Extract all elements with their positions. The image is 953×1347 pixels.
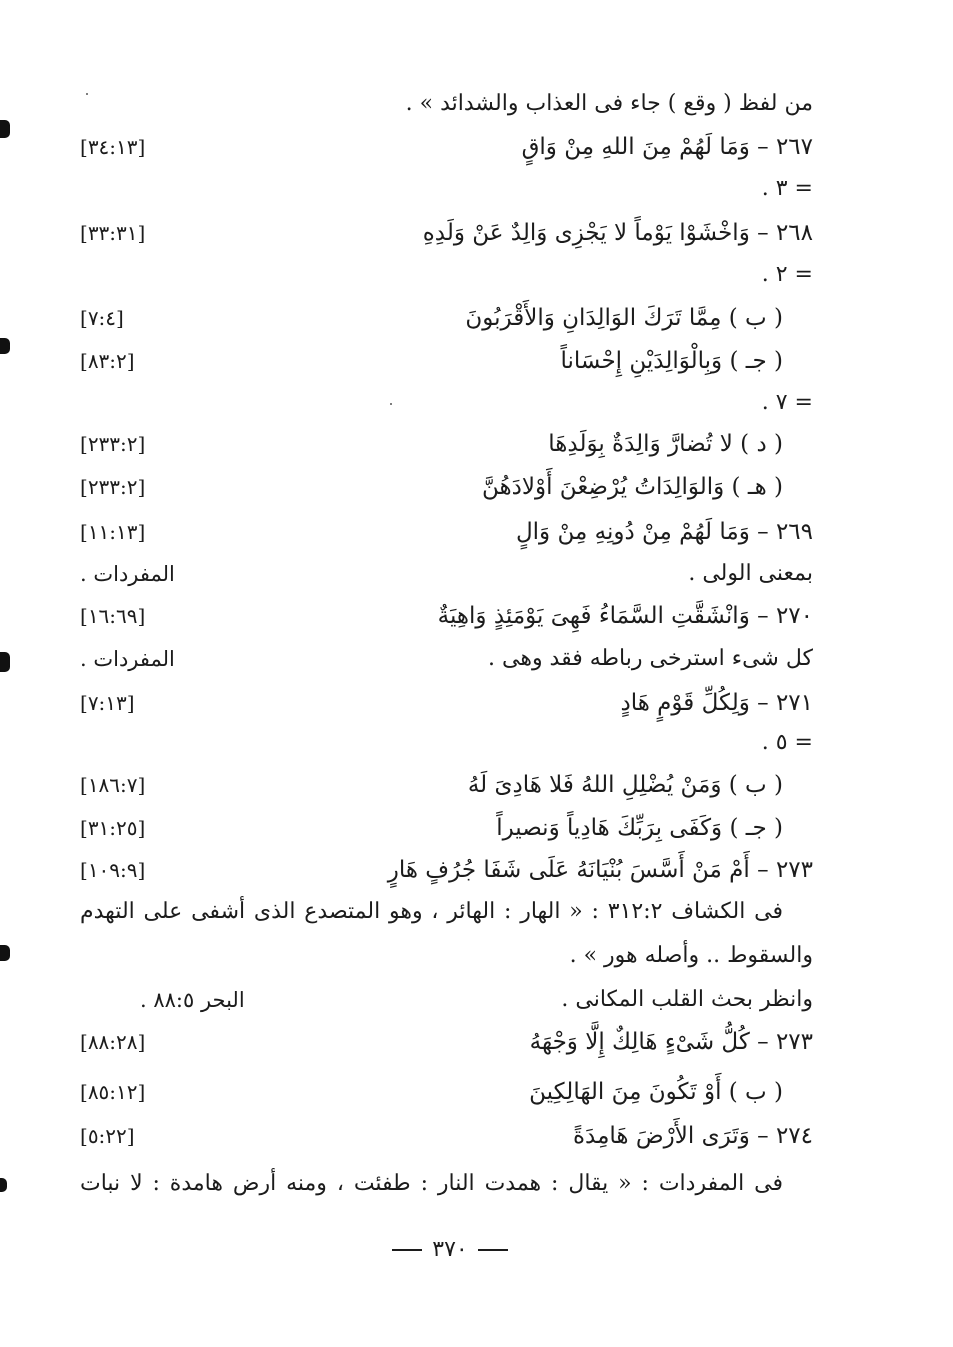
dash-right <box>392 1249 422 1251</box>
verse-line <box>80 1022 813 1062</box>
verse-reference: [٣٤:١٣] <box>80 135 146 159</box>
page-number <box>350 1232 550 1268</box>
count-text: = ٢ . <box>761 262 813 287</box>
scan-speck <box>86 93 88 95</box>
verse-text: ٢٧٣ – كُلُّ شَىْءٍ هَالِكٌ إِلَّا وَجْهَهُ <box>529 1029 813 1055</box>
line-text: وانظر بحث القلب المكانى . <box>561 987 813 1012</box>
verse-reference: [١١:١٣] <box>80 520 146 544</box>
source-note: المفردات . <box>80 562 175 586</box>
verse-text: ٢٦٨ – وَاخْشَوْا يَوْماً لا يَجْزِى وَالِدٌ عَنْ وَلَدِهِ <box>422 220 813 246</box>
verse-line <box>80 683 813 723</box>
verse-reference: [٢٣٣:٢] <box>80 432 146 456</box>
verse-text: ( جـ ) وَبِالْوَالِدَيْنِ إِحْسَاناً <box>560 348 783 374</box>
verse-text: ٢٧٣ – أَمْ مَنْ أَسَّسَ بُنْيَانَهُ عَلَى شَفَا جُرُفٍ هَارٍ <box>387 857 813 883</box>
count-line <box>80 723 813 763</box>
verse-line <box>80 424 813 464</box>
verse-line <box>80 850 813 890</box>
verse-reference: [٣٣:٣١] <box>80 221 146 245</box>
count-line <box>80 383 813 423</box>
line-text: من لفظ ( وقع ) جاء فى العذاب والشدائد » . <box>405 91 813 116</box>
source-note: البحر ٨٨:٥ . <box>140 988 245 1012</box>
commentary-line <box>80 936 813 976</box>
verse-text: ٢٧٤ – وَتَرَى الأَرْضَ هَامِدَةً <box>572 1123 813 1149</box>
verse-line <box>80 213 813 253</box>
source-note: المفردات . <box>80 647 175 671</box>
scan-mark <box>0 945 10 961</box>
line-text: كل شىء استرخى رباطه فقد وهى . <box>488 646 813 671</box>
count-text: = ٣ . <box>761 176 813 201</box>
commentary-text: فى الكشاف ٣١٢:٢ : « الهار : الهائر ، وهو المتصدع الذى أشفى على التهدم <box>80 899 783 924</box>
verse-line <box>80 1116 813 1156</box>
text-line <box>80 639 813 679</box>
verse-reference: [٨٣:٢] <box>80 349 135 373</box>
verse-reference: [٣١:٢٥] <box>80 816 146 840</box>
commentary-text: والسقوط .. وأصله هور » . <box>569 943 813 968</box>
count-line <box>80 169 813 209</box>
verse-line <box>80 596 813 636</box>
verse-text: ( ب ) مِمَّا تَرَكَ الوَالِدَانِ وَالأَقْرَبُونَ <box>465 305 783 331</box>
verse-text: ٢٧٠ – وَانْشَقَّتِ السَّمَاءُ فَهِىَ يَوْمَئِذٍ وَاهِيَةٌ <box>437 603 813 629</box>
verse-reference: [٥:٢٢] <box>80 1124 135 1148</box>
page-number-text: ٣٧٠ <box>432 1237 468 1262</box>
verse-line <box>80 298 813 338</box>
count-text: = ٧ . <box>761 390 813 415</box>
verse-reference: [٧:٤] <box>80 306 124 330</box>
verse-line <box>80 341 813 381</box>
verse-text: ( ب ) أَوْ تَكُونَ مِنَ الهَالِكِينَ <box>529 1079 783 1105</box>
verse-line <box>80 808 813 848</box>
verse-reference: [٢٣٣:٢] <box>80 475 146 499</box>
scan-speck <box>390 403 392 405</box>
count-text: = ٥ . <box>761 730 813 755</box>
verse-line <box>80 467 813 507</box>
verse-text: ٢٦٧ – وَمَا لَهُمْ مِنَ اللهِ مِنْ وَاقٍ <box>521 134 813 160</box>
commentary-line <box>80 892 783 932</box>
text-line <box>80 84 813 124</box>
verse-reference: [١٨٦:٧] <box>80 773 146 797</box>
verse-reference: [٨٥:١٢] <box>80 1080 146 1104</box>
scan-mark <box>0 652 10 672</box>
verse-text: ( ب ) وَمَنْ يُضْلِلِ اللهُ فَلا هَادِىَ لَهُ <box>467 772 783 798</box>
commentary-line <box>80 1164 783 1204</box>
line-text: بمعنى الولى . <box>688 561 813 586</box>
verse-text: ٢٧١ – وَلِكُلِّ قَوْمٍ هَادٍ <box>620 690 813 716</box>
count-line <box>80 255 813 295</box>
commentary-text: فى المفردات : « يقال : همدت النار : طفئت ، ومنه أرض هامدة : لا نبات <box>80 1171 783 1196</box>
verse-reference: [١٦:٦٩] <box>80 604 146 628</box>
verse-reference: [١٠٩:٩] <box>80 858 146 882</box>
verse-reference: [٧:١٣] <box>80 691 135 715</box>
dash-left <box>478 1249 508 1251</box>
verse-text: ( د ) لا تُضارَّ وَالِدَةٌ بِوَلَدِهَا <box>548 431 783 457</box>
scan-mark <box>0 338 10 354</box>
scan-mark <box>0 1178 7 1192</box>
verse-text: ٢٦٩ – وَمَا لَهُمْ مِنْ دُونِهِ مِنْ وَالٍ <box>515 519 813 545</box>
text-line <box>80 554 813 594</box>
verse-line <box>80 127 813 167</box>
verse-text: ( جـ ) وَكَفَى بِرَبِّكَ هَادِياً وَنصيراً <box>496 815 783 841</box>
verse-line <box>80 1072 813 1112</box>
scan-mark <box>0 120 10 138</box>
verse-line <box>80 512 813 552</box>
text-line <box>80 980 813 1020</box>
verse-reference: [٨٨:٢٨] <box>80 1030 146 1054</box>
verse-text: ( هـ ) وَالوَالِدَاتُ يُرْضِعْنَ أَوْلادَهُنَّ <box>482 474 783 500</box>
verse-line <box>80 765 813 805</box>
